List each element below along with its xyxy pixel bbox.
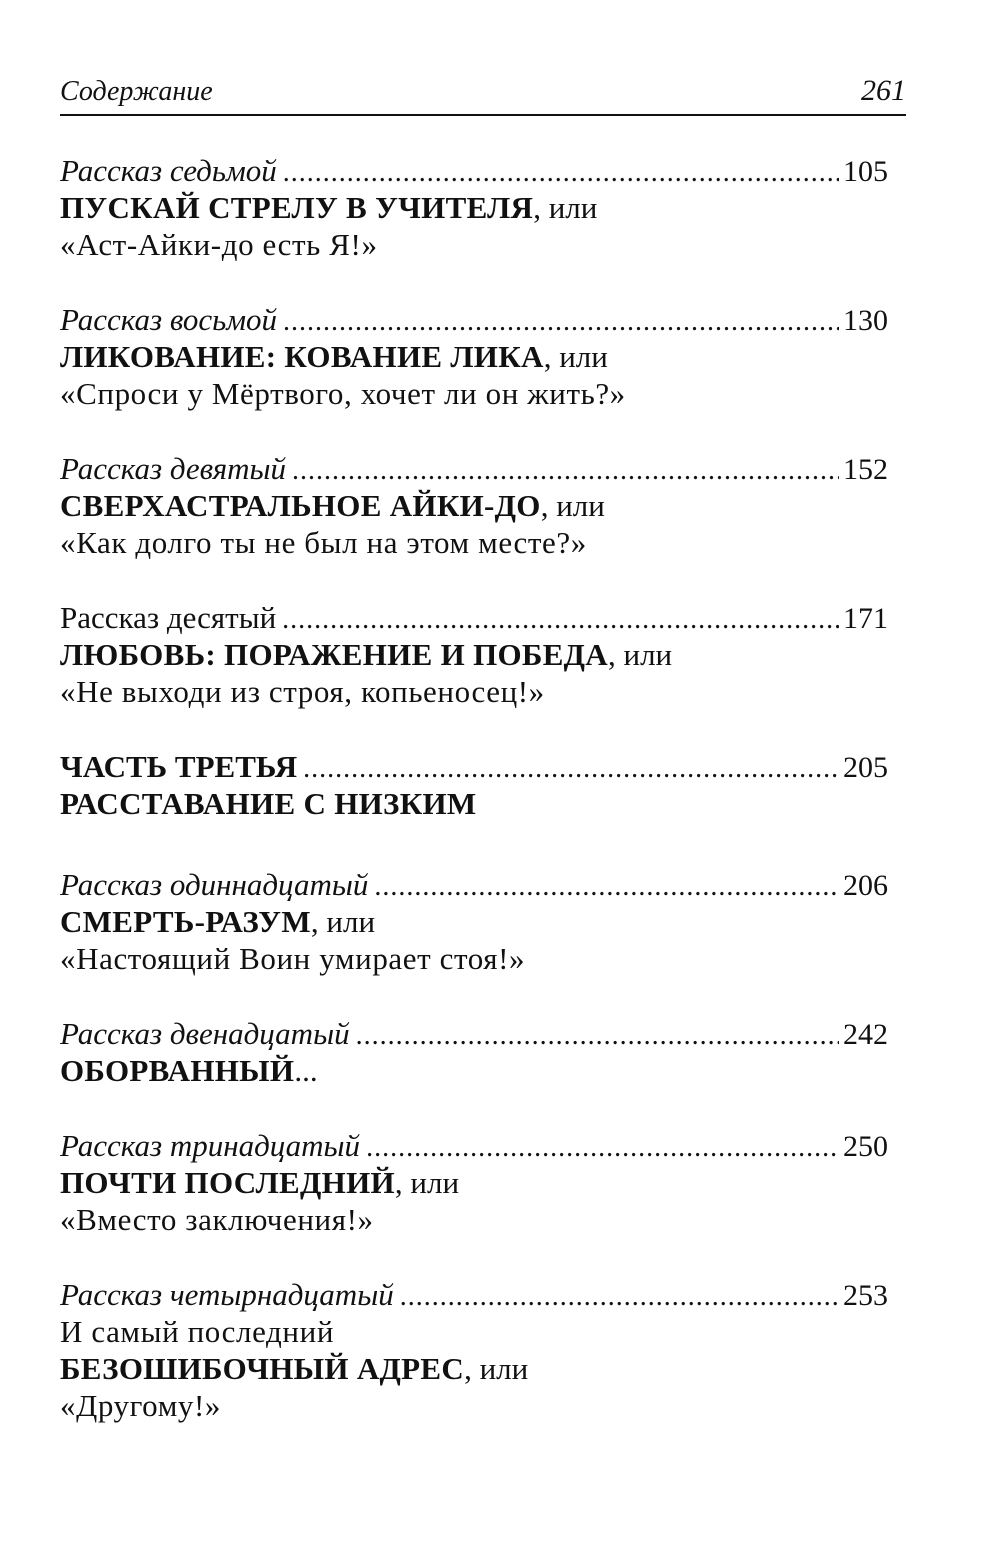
table-of-contents: [60, 152, 888, 1462]
story-subtitle: «Настоящий Воин умирает стоя!»: [60, 941, 526, 976]
story-title: [60, 1350, 888, 1387]
toc-entry-header: [60, 1276, 888, 1313]
story-heading: ПОЧТИ ПОСЛЕДНИЙ: [60, 1165, 395, 1200]
entry-page-number: 171: [843, 602, 888, 635]
story-number: Рассказ девятый: [60, 451, 287, 486]
story-title: [60, 338, 888, 375]
toc-entry-header: [60, 450, 888, 487]
toc-entry-header: [60, 301, 888, 338]
entry-page-number: 250: [843, 1130, 888, 1163]
dot-leader: [356, 1017, 839, 1052]
toc-entry: [60, 866, 888, 977]
entry-page-number: 130: [843, 304, 888, 337]
story-intro: И самый последний: [60, 1314, 335, 1349]
toc-entry: [60, 301, 888, 412]
story-heading: ОБОРВАННЫЙ: [60, 1053, 295, 1088]
story-heading: СВЕРХАСТРАЛЬНОЕ АЙКИ-ДО: [60, 488, 541, 523]
story-title: [60, 903, 888, 940]
story-number: Рассказ десятый: [60, 600, 277, 635]
toc-entry-header: [60, 599, 888, 636]
toc-entry-header: [60, 866, 888, 903]
toc-entry: [60, 152, 888, 263]
story-subtitle: «Не выходи из строя, копьеносец!»: [60, 674, 545, 709]
story-heading: БЕЗОШИБОЧНЫЙ АДРЕС: [60, 1351, 465, 1386]
dot-leader: [292, 452, 839, 487]
story-subtitle: «Аст-Айки-до есть Я!»: [60, 227, 378, 262]
story-heading: ЛЮБОВЬ: ПОРАЖЕНИЕ И ПОБЕДА: [60, 637, 608, 672]
story-heading: ЛИКОВАНИЕ: КОВАНИЕ ЛИКА: [60, 339, 544, 374]
entry-page-number: 205: [843, 751, 888, 784]
story-title: [60, 189, 888, 226]
toc-part: [60, 748, 888, 822]
dot-leader: [283, 154, 839, 189]
part-title: [60, 785, 888, 822]
heading-connector: , или: [607, 637, 673, 672]
toc-entry-header: [60, 1015, 888, 1052]
story-title: [60, 636, 888, 673]
entry-page-number: 253: [843, 1279, 888, 1312]
toc-entry: [60, 599, 888, 710]
entry-page-number: 152: [843, 453, 888, 486]
story-title: [60, 487, 888, 524]
dot-leader: [282, 601, 839, 636]
toc-entry: [60, 450, 888, 561]
story-number: Рассказ двенадцатый: [60, 1016, 350, 1051]
story-subtitle: «Как долго ты не был на этом месте?»: [60, 525, 587, 560]
entry-page-number: 242: [843, 1018, 888, 1051]
heading-connector: , или: [533, 190, 598, 225]
section-title: Содержание: [60, 76, 213, 107]
heading-connector: , или: [394, 1165, 460, 1200]
story-subtitle: «Вместо заключения!»: [60, 1202, 374, 1237]
story-number: Рассказ тринадцатый: [60, 1128, 361, 1163]
story-number: Рассказ одиннадцатый: [60, 867, 369, 902]
story-subtitle: «Спроси у Мёртвого, хочет ли он жить?»: [60, 376, 626, 411]
toc-entry: [60, 1127, 888, 1238]
story-heading: СМЕРТЬ-РАЗУМ: [60, 904, 311, 939]
story-number: Рассказ седьмой: [60, 153, 277, 188]
story-subtitle: «Другому!»: [60, 1388, 222, 1423]
entry-page-number: 105: [843, 155, 888, 188]
part-heading: РАССТАВАНИЕ С НИЗКИМ: [60, 786, 477, 821]
dot-leader: [303, 750, 839, 785]
story-number: Рассказ четырнадцатый: [60, 1277, 394, 1312]
dot-leader: [366, 1129, 839, 1164]
heading-connector: , или: [543, 339, 608, 374]
heading-connector: , или: [540, 488, 605, 523]
toc-entry-header: [60, 1127, 888, 1164]
dot-leader: [400, 1278, 839, 1313]
toc-entry: [60, 1015, 888, 1089]
story-heading: ПУСКАЙ СТРЕЛУ В УЧИТЕЛЯ: [60, 190, 534, 225]
toc-entry: [60, 1276, 888, 1424]
running-header: [60, 70, 906, 116]
toc-part-header: [60, 748, 888, 785]
heading-connector: , или: [464, 1351, 529, 1386]
heading-connector: , или: [310, 904, 376, 939]
part-label: ЧАСТЬ ТРЕТЬЯ: [60, 749, 298, 784]
story-number: Рассказ восьмой: [60, 302, 278, 337]
story-title: [60, 1164, 888, 1201]
page-number: 261: [861, 74, 906, 107]
toc-entry-header: [60, 152, 888, 189]
dot-leader: [283, 303, 839, 338]
story-title: [60, 1052, 888, 1089]
dot-leader: [374, 868, 839, 903]
heading-connector: ...: [294, 1053, 318, 1088]
toc-page: [60, 0, 906, 1565]
entry-page-number: 206: [843, 869, 888, 902]
